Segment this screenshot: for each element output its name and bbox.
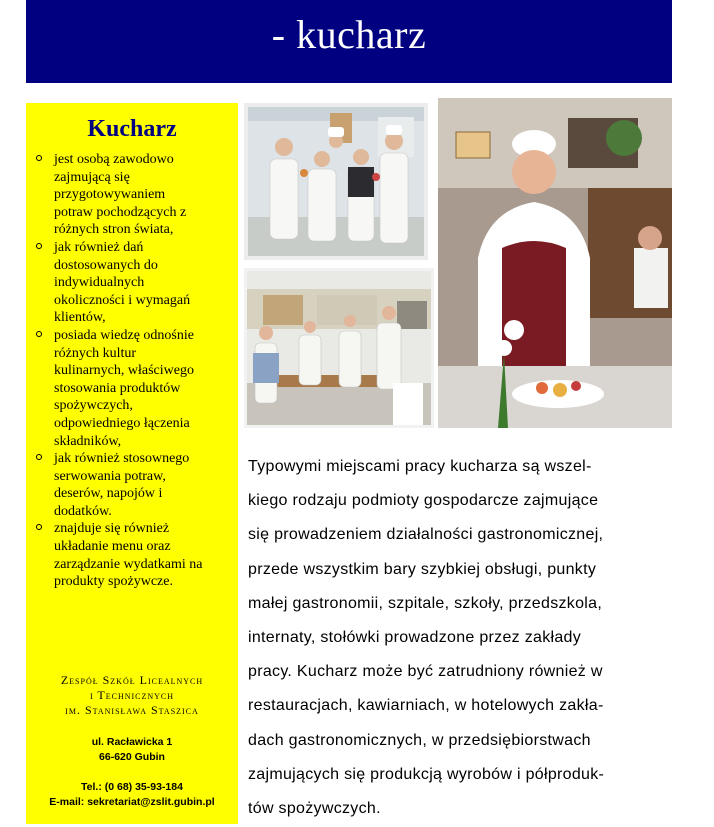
page-title: - kucharz xyxy=(271,12,427,57)
article-text: Typowymi miejscami pracy kucharza są wszel- kiego rodzaju podmioty gospodarcze zajmujące się prowadzeniem działalności gastronomicznej, przede wszystkim bary szybkiej obsługi, punkty małej gastronomii, szpitale, szkoły, przedszkola, internaty, stołówki prowadzone przez zakłady pracy. Kucharz może być zatrudniony również w restauracjach, kawiarniach, w hotelowych zakła- dach gastronomicznych, w przedsiębiorstwach zajmujących się produkcją wyrobów i półproduk- tów spożywczych. xyxy=(248,458,605,818)
phone-number: Tel.: (0 68) 35-93-184 xyxy=(81,781,183,793)
kitchen-photo-image xyxy=(247,271,431,425)
list-item: znajduje się również układanie menu oraz zarządzanie wydatkami na produkty spożywcze. xyxy=(36,520,232,590)
circle-bullet-icon xyxy=(36,155,42,161)
duties-list xyxy=(26,151,238,591)
contact-info xyxy=(26,780,238,810)
sidebar-panel xyxy=(26,103,238,824)
list-item: jest osobą zawodowo zajmującą się przygotowywaniem potraw pochodzących z różnych stron świata, xyxy=(36,151,232,239)
circle-bullet-icon xyxy=(36,243,42,249)
list-item: jak również stosownego serwowania potraw, deserów, napojów i dodatków. xyxy=(36,450,232,520)
group-photo-image xyxy=(248,107,424,256)
address xyxy=(26,735,238,765)
photo-chef-with-dish xyxy=(438,98,672,428)
list-item: posiada wiedzę odnośnie różnych kultur kulinarnych, właściwego stosowania produktów spożywczych, odpowiedniego łączenia składników, xyxy=(36,327,232,450)
postal-city: 66-620 Gubin xyxy=(99,751,165,763)
street-address: ul. Racławicka 1 xyxy=(91,736,173,748)
photo-kitchen-class xyxy=(244,268,434,428)
circle-bullet-icon xyxy=(36,454,42,460)
circle-bullet-icon xyxy=(36,524,42,530)
list-item: jak również dań dostosowanych do indywidualnych okoliczności i wymagań klientów, xyxy=(36,239,232,327)
sidebar-heading: Kucharz xyxy=(87,116,177,142)
school-name: Zespół Szkół Licealnych i Technicznych im. Stanisława Staszica xyxy=(60,673,204,717)
chef-photo-image xyxy=(438,98,672,428)
photo-group-chefs xyxy=(244,103,428,260)
page-banner xyxy=(26,0,672,83)
email-address[interactable]: E-mail: sekretariat@zslit.gubin.pl xyxy=(49,796,215,808)
circle-bullet-icon xyxy=(36,331,42,337)
